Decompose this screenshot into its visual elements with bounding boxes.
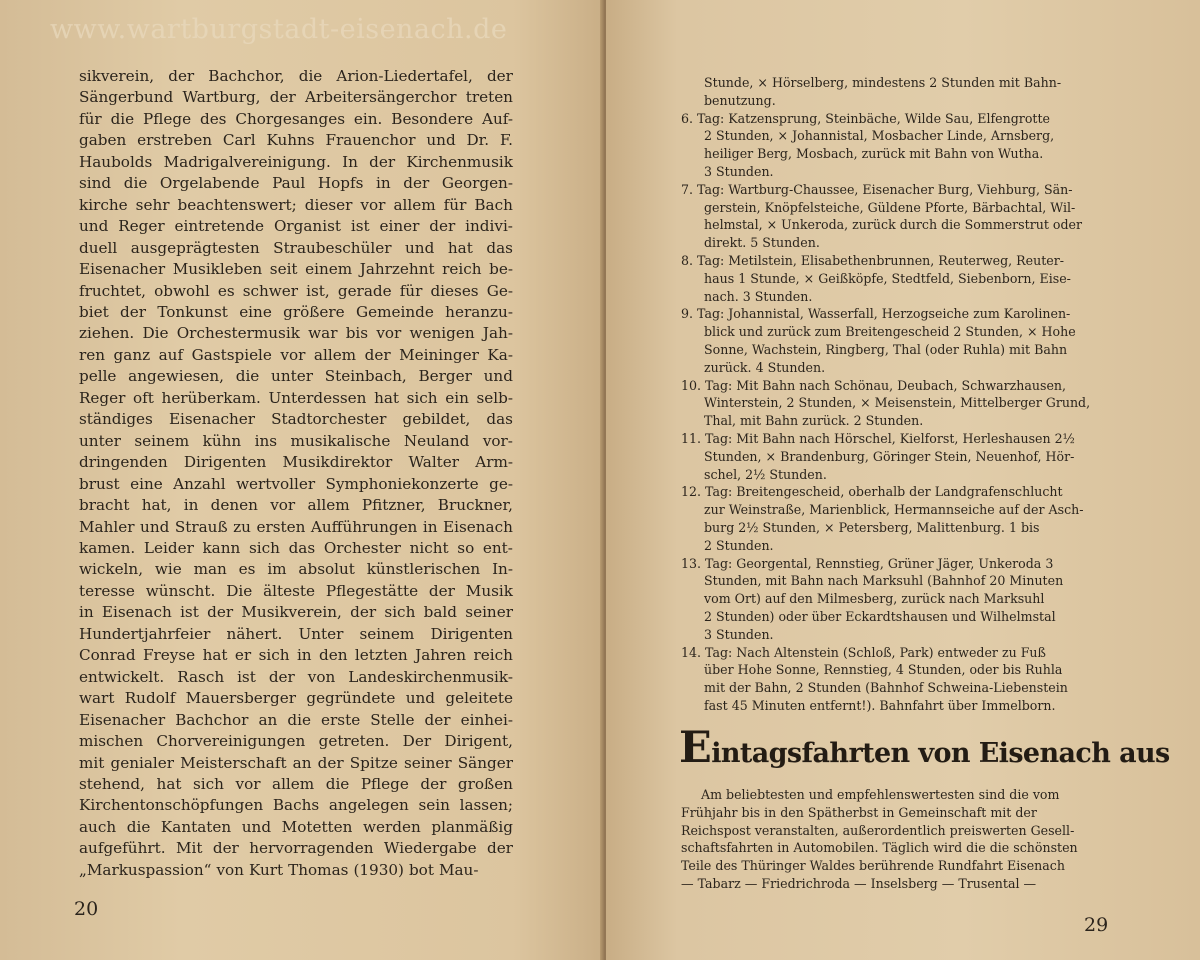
- text-line: unter seinem kühn ins musikalische Neuland vor-: [79, 431, 513, 450]
- paragraph-line: Teile des Thüringer Waldes berührende Rundfahrt Eisenach: [681, 858, 1065, 874]
- text-line: teresse wünscht. Die älteste Pflegestätte der Musik: [79, 581, 513, 600]
- text-line: Eisenacher Bachchor an die erste Stelle der einhei-: [79, 710, 513, 729]
- text-line: „Markuspassion“ von Kurt Thomas (1930) bot Mau-: [79, 860, 479, 879]
- text-line: für die Pflege des Chorgesanges ein. Besondere Auf-: [79, 109, 513, 128]
- text-line: kamen. Leider kann sich das Orchester nicht so ent-: [79, 538, 513, 557]
- tour-entry-line: direkt. 5 Stunden.: [704, 235, 820, 251]
- tour-entry-line: 3 Stunden.: [704, 626, 774, 642]
- text-line: Sängerbund Wartburg, der Arbeitersängerchor treten: [79, 88, 513, 107]
- tour-entry-line: Winterstein, 2 Stunden, × Meisenstein, Mittelberger Grund,: [704, 395, 1091, 411]
- tour-entry-line: 2 Stunden) oder über Eckardtshausen und Wilhelmstal: [704, 608, 1056, 624]
- tour-entry-line: 12. Tag: Breitengescheid, oberhalb der Landgrafenschlucht: [681, 484, 1063, 500]
- text-line: ständiges Eisenacher Stadtorchester gebildet, das: [79, 410, 513, 429]
- tour-entry-line: 8. Tag: Metilstein, Elisabethenbrunnen, Reuterweg, Reuter-: [681, 252, 1065, 268]
- paragraph-line: Reichspost veranstalten, außerordentlich preiswerten Gesell-: [681, 822, 1075, 838]
- tour-entry-line: 7. Tag: Wartburg-Chaussee, Eisenacher Burg, Viehburg, Sän-: [681, 181, 1073, 197]
- tour-entry-line: vom Ort) auf den Milmesberg, zurück nach Marksuhl: [704, 591, 1045, 607]
- text-line: und Reger eintretende Organist ist einer der indivi-: [79, 217, 513, 236]
- left-page-body: [79, 66, 513, 881]
- tour-entry-line: Stunde, × Hörselberg, mindestens 2 Stunden mit Bahn-: [704, 75, 1062, 90]
- tour-entry-line: blick und zurück zum Breitengescheid 2 Stunden, × Hohe: [704, 324, 1076, 340]
- tour-entry-line: 9. Tag: Johannistal, Wasserfall, Herzogseiche zum Karolinen-: [681, 306, 1071, 322]
- tour-entry-line: über Hohe Sonne, Rennstieg, 4 Stunden, oder bis Ruhla: [704, 662, 1063, 678]
- tour-entry-line: benutzung.: [704, 92, 776, 108]
- tour-entry-line: 2 Stunden, × Johannistal, Mosbacher Linde, Arnsberg,: [704, 128, 1055, 144]
- text-line: Haubolds Madrigalvereinigung. In der Kirchenmusik: [79, 152, 513, 171]
- text-line: sikverein, der Bachchor, die Arion-Liedertafel, der: [79, 67, 513, 85]
- section-paragraph: [681, 786, 1117, 893]
- tour-entry-line: Thal, mit Bahn zurück. 2 Stunden.: [704, 413, 924, 429]
- tour-entry-line: 6. Tag: Katzensprung, Steinbäche, Wilde Sau, Elfengrotte: [681, 110, 1050, 126]
- paragraph-line: — Tabarz — Friedrichroda — Inselsberg — Trusental —: [681, 875, 1037, 891]
- text-line: pelle angewiesen, die unter Steinbach, Berger und: [79, 367, 513, 386]
- section-heading: [679, 723, 1170, 773]
- text-line: duell ausgeprägtesten Straubeschüler und hat das: [79, 238, 513, 257]
- text-line: Conrad Freyse hat er sich in den letzten Jahren reich: [79, 646, 513, 665]
- tour-entry: [681, 181, 1117, 252]
- tour-entry: [681, 377, 1117, 430]
- tour-entry-line: mit der Bahn, 2 Stunden (Bahnhof Schweina-Liebenstein: [704, 680, 1068, 696]
- tour-entry: [681, 644, 1117, 715]
- tour-entry-line: haus 1 Stunde, × Geißköpfe, Stedtfeld, Siebenborn, Eise-: [704, 270, 1071, 286]
- text-line: sind die Orgelabende Paul Hopfs in der Georgen-: [79, 174, 513, 193]
- text-line: bracht hat, in denen vor allem Pfitzner, Bruckner,: [79, 496, 513, 515]
- tour-entry-line: 2 Stunden.: [704, 537, 774, 553]
- tour-entry-line: gerstein, Knöpfelsteiche, Güldene Pforte, Bärbachtal, Wil-: [704, 199, 1076, 215]
- watermark: www.wartburgstadt-eisenach.de: [50, 14, 508, 45]
- text-line: Kirchentonschöpfungen Bachs angelegen sein lassen;: [79, 796, 513, 815]
- text-line: Hundertjahrfeier nähert. Unter seinem Dirigenten: [79, 624, 513, 643]
- tour-entry-line: 10. Tag: Mit Bahn nach Schönau, Deubach, Schwarzhausen,: [681, 377, 1067, 393]
- paragraph-line: Frühjahr bis in den Spätherbst in Gemeinschaft mit der: [681, 804, 1037, 820]
- tour-entry-line: 13. Tag: Georgental, Rennstieg, Grüner Jäger, Unkeroda 3: [681, 555, 1054, 571]
- tour-entry: [681, 74, 1117, 110]
- text-line: in Eisenach ist der Musikverein, der sich bald seiner: [79, 603, 513, 622]
- tour-entry-line: Stunden, × Brandenburg, Göringer Stein, Neuenhof, Hör-: [704, 448, 1075, 464]
- tour-entry-line: fast 45 Minuten entfernt!). Bahnfahrt über Immelborn.: [704, 697, 1056, 713]
- tour-entry-line: helmstal, × Unkeroda, zurück durch die Sommerstrut oder: [704, 217, 1083, 233]
- text-line: fruchtet, obwohl es schwer ist, gerade für dieses Ge-: [79, 281, 513, 300]
- text-line: biet der Tonkunst eine größere Gemeinde heranzu-: [79, 302, 513, 321]
- text-line: stehend, hat sich vor allem die Pflege der großen: [79, 774, 513, 793]
- text-line: wickeln, wie man es im absolut künstlerischen In-: [79, 560, 513, 579]
- text-line: mischen Chorvereinigungen getreten. Der Dirigent,: [79, 732, 513, 751]
- left-page-number: 20: [74, 898, 99, 920]
- tour-entry-line: Stunden, mit Bahn nach Marksuhl (Bahnhof 20 Minuten: [704, 573, 1064, 589]
- text-line: mit genialer Meisterschaft an der Spitze seiner Sänger: [79, 753, 513, 772]
- tour-list: [681, 74, 1117, 715]
- tour-entry-line: nach. 3 Stunden.: [704, 288, 813, 304]
- tour-entry: [681, 430, 1117, 483]
- text-line: Reger oft herüberkam. Unterdessen hat sich ein selb-: [79, 388, 513, 407]
- text-line: aufgeführt. Mit der hervorragenden Wiedergabe der: [79, 839, 513, 858]
- tour-entry-line: zur Weinstraße, Marienblick, Hermannseiche auf der Asch-: [704, 502, 1084, 518]
- tour-entry-line: 11. Tag: Mit Bahn nach Hörschel, Kielforst, Herleshausen 2½: [681, 430, 1075, 446]
- tour-entry: [681, 305, 1117, 376]
- tour-entry: [681, 110, 1117, 181]
- tour-entry-line: heiliger Berg, Mosbach, zurück mit Bahn von Wutha.: [704, 146, 1044, 162]
- heading-initial: E: [679, 723, 712, 773]
- text-line: Eisenacher Musikleben seit einem Jahrzehnt reich be-: [79, 260, 513, 279]
- text-line: dringenden Dirigenten Musikdirektor Walter Arm-: [79, 453, 513, 472]
- text-line: ren ganz auf Gastspiele vor allem der Meininger Ka-: [79, 345, 513, 364]
- paragraph-line: schaftsfahrten in Automobilen. Täglich wird die die schönsten: [681, 840, 1078, 856]
- text-line: ziehen. Die Orchestermusik war bis vor wenigen Jah-: [79, 324, 513, 343]
- tour-entry-line: 14. Tag: Nach Altenstein (Schloß, Park) entweder zu Fuß: [681, 644, 1046, 660]
- tour-entry-line: Sonne, Wachstein, Ringberg, Thal (oder Ruhla) mit Bahn: [704, 341, 1068, 357]
- right-page: [606, 0, 1200, 960]
- text-line: brust eine Anzahl wertvoller Symphoniekonzerte ge-: [79, 474, 513, 493]
- right-page-number: 29: [1084, 914, 1109, 936]
- text-line: entwickelt. Rasch ist der von Landeskirchenmusik-: [79, 667, 513, 686]
- text-line: kirche sehr beachtenswert; dieser vor allem für Bach: [79, 195, 513, 214]
- tour-entry: [681, 555, 1117, 644]
- tour-entry-line: schel, 2½ Stunden.: [704, 466, 827, 482]
- heading-text: intagsfahrten von Eisenach aus: [711, 738, 1170, 769]
- text-line: gaben erstreben Carl Kuhns Frauenchor und Dr. F.: [79, 131, 513, 150]
- tour-entry: [681, 252, 1117, 305]
- tour-entry-line: 3 Stunden.: [704, 163, 774, 179]
- tour-entry-line: burg 2½ Stunden, × Petersberg, Malittenburg. 1 bis: [704, 519, 1040, 535]
- tour-entry: [681, 483, 1117, 554]
- paragraph-line: Am beliebtesten und empfehlenswertesten sind die vom: [701, 787, 1060, 802]
- text-line: wart Rudolf Mauersberger gegründete und geleitete: [79, 689, 513, 708]
- text-line: auch die Kantaten und Motetten werden planmäßig: [79, 817, 513, 836]
- text-line: Mahler und Strauß zu ersten Aufführungen in Eisenach: [79, 517, 513, 536]
- tour-entry-line: zurück. 4 Stunden.: [704, 359, 826, 375]
